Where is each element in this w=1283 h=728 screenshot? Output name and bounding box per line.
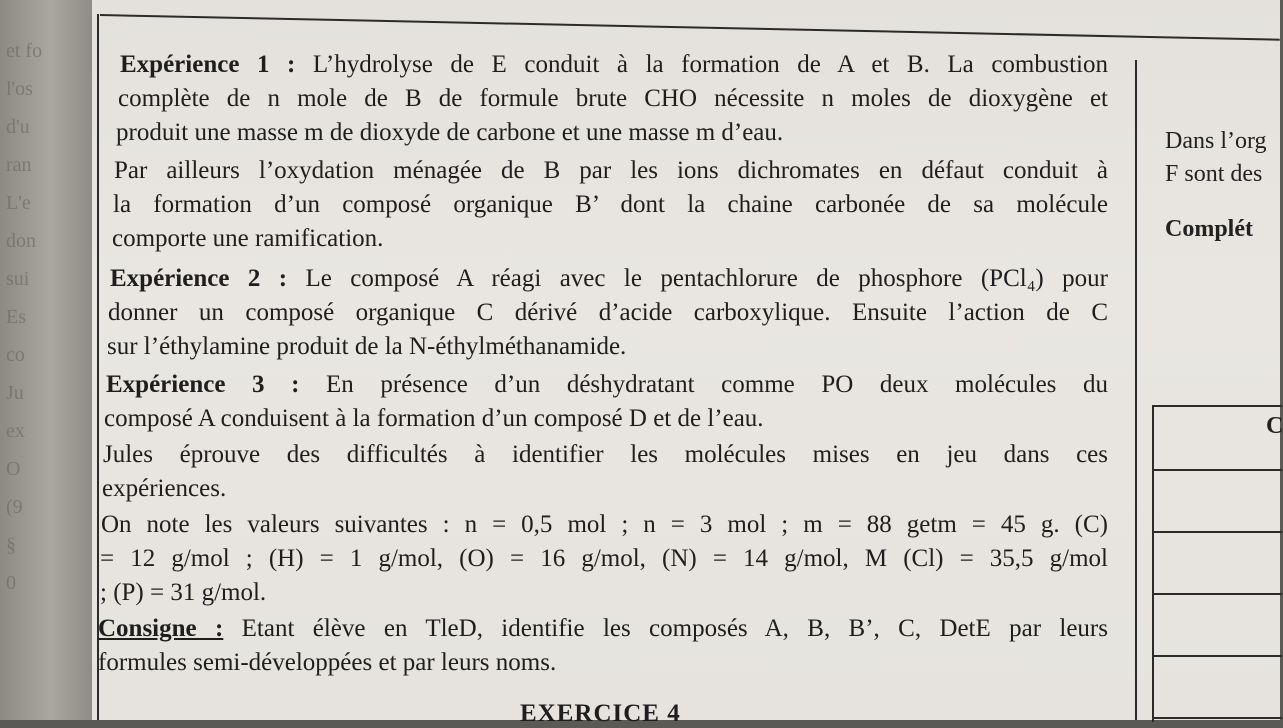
- right-line-1: Dans l’org: [1165, 128, 1267, 154]
- text-segment: Expérience 2 :: [110, 265, 306, 292]
- text-segment: Consigne :: [98, 615, 224, 642]
- left-page-ghost-text: (9: [6, 496, 23, 518]
- text-segment: On note les valeurs suivantes : n = 0,5 mol ; n = 3 mol ; m = 88 getm = 45 g. (C): [101, 511, 1108, 538]
- text-line: [116, 116, 916, 149]
- exercise-text: [98, 42, 1108, 720]
- left-page-ghost-text: 0: [6, 572, 16, 594]
- left-page-ghost-text: don: [6, 230, 36, 252]
- text-segment: expériences.: [102, 475, 227, 502]
- text-segment: composé A conduisent à la formation d’un composé D et de l’eau.: [104, 405, 764, 432]
- text-segment: L’hydrolyse de E conduit à la formation de A et B. La combustion: [312, 51, 1108, 78]
- text-line: [110, 262, 1108, 295]
- text-line: [100, 576, 320, 609]
- text-segment: comporte une ramification.: [112, 225, 384, 252]
- text-line: [108, 296, 1108, 329]
- text-segment: En présence d’un déshydratant comme PO deux molécules du: [326, 371, 1109, 398]
- table-row-divider: [1154, 655, 1282, 657]
- text-line: [112, 222, 532, 255]
- text-line: [100, 542, 1108, 575]
- text-line: [118, 82, 1108, 115]
- left-page-ghost-text: l'os: [6, 78, 33, 100]
- text-line: [113, 188, 1108, 221]
- text-line: [101, 508, 1108, 541]
- text-segment: la formation d’un composé organique B’ dont la chaine carbonée de sa molécule: [113, 191, 1108, 218]
- text-segment: Etant élève en TleD, identifie les composés A, B, B’, C, DetE par leurs: [223, 615, 1108, 642]
- left-page-ghost-text: ran: [6, 154, 32, 176]
- text-line: [103, 438, 1108, 471]
- text-line: [107, 330, 747, 363]
- text-segment: Expérience 3 :: [106, 371, 327, 398]
- text-segment: Jules éprouve des difficultés à identifier les molécules mises en jeu dans ces: [103, 441, 1108, 468]
- left-page-margin: [0, 0, 92, 720]
- right-border-line: [1135, 60, 1137, 720]
- text-line: [102, 472, 262, 505]
- left-page-ghost-text: Es: [6, 306, 26, 328]
- left-page-ghost-text: et fo: [6, 40, 43, 62]
- text-line: [120, 48, 1108, 81]
- text-segment: produit une masse m de dioxyde de carbone et une masse m d’eau.: [116, 119, 784, 146]
- text-line: [104, 402, 894, 435]
- right-line-2: F sont des: [1165, 161, 1263, 187]
- left-page-ghost-text: §: [6, 534, 16, 556]
- text-segment: formules semi-développées et par leurs noms.: [98, 649, 557, 676]
- text-segment: donner un composé organique C dérivé d’acide carboxylique. Ensuite l’action de C: [108, 299, 1108, 326]
- text-line: [98, 646, 658, 679]
- text-line: [98, 612, 1108, 645]
- left-page-ghost-text: sui: [6, 268, 30, 290]
- text-segment: ; (P) = 31 g/mol.: [100, 579, 267, 606]
- left-page-ghost-text: L'e: [6, 192, 31, 214]
- text-line: [114, 154, 1108, 187]
- answer-table: [1152, 405, 1282, 722]
- exercise-4-heading: EXERCICE 4: [520, 700, 681, 727]
- text-segment: Expérience 1 :: [120, 51, 313, 78]
- left-page-ghost-text: co: [6, 344, 25, 366]
- table-row-divider: [1154, 593, 1282, 595]
- text-segment: sur l’éthylamine produit de la N-éthylméthanamide.: [107, 333, 627, 360]
- text-line: [106, 368, 1108, 401]
- left-page-ghost-text: d'u: [6, 116, 30, 138]
- text-segment: = 12 g/mol ; (H) = 1 g/mol, (O) = 16 g/mol, (N) = 14 g/mol, M (Cl) = 35,5 g/mol: [100, 545, 1108, 572]
- table-row-divider: [1154, 469, 1282, 471]
- table-header-letter: C: [1266, 413, 1283, 439]
- left-page-ghost-text: ex: [6, 420, 25, 442]
- text-segment: Le composé A réagi avec le pentachlorure de phosphore (PCl₄) pour: [305, 265, 1108, 292]
- text-segment: complète de n mole de B de formule brute CHO nécessite n moles de dioxygène et: [118, 85, 1108, 112]
- right-line-3: Complét: [1165, 216, 1253, 242]
- text-segment: Par ailleurs l’oxydation ménagée de B par les ions dichromates en défaut conduit à: [114, 157, 1108, 184]
- left-page-ghost-text: Ju: [6, 382, 24, 404]
- table-row-divider: [1154, 717, 1282, 719]
- left-page-ghost-text: O: [6, 458, 21, 480]
- right-column-text: [1165, 125, 1267, 246]
- table-row-divider: [1154, 531, 1282, 533]
